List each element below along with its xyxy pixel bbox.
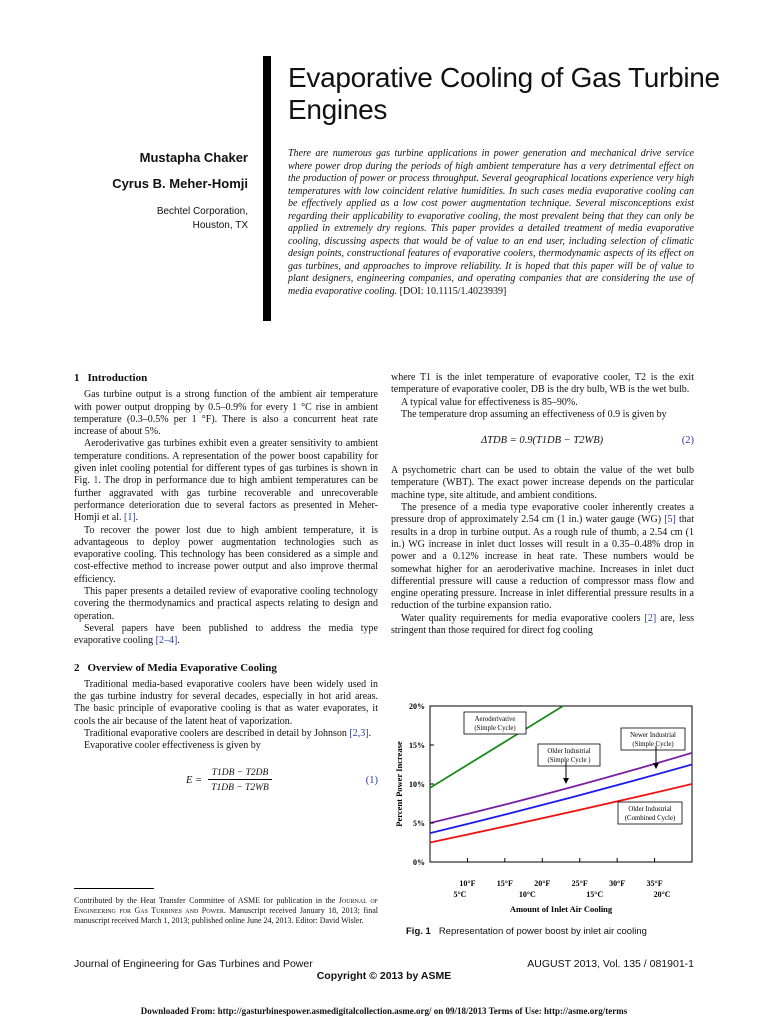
- y-tick-label: 15%: [409, 741, 425, 750]
- annotation-box: [618, 802, 682, 824]
- y-tick-label: 5%: [413, 819, 425, 828]
- section-heading: 2 Overview of Media Evaporative Cooling: [74, 661, 277, 674]
- x-tick-label-c: 20°C: [653, 890, 671, 899]
- figure-label: Fig. 1: [406, 926, 431, 937]
- paper-title: Evaporative Cooling of Gas Turbine Engines: [288, 62, 720, 125]
- annotation-box: [464, 712, 526, 734]
- equation-numerator: T1DB − T2DB: [208, 767, 272, 780]
- equation-1: E = T1DB − T2DB T1DB − T2WB (1): [186, 767, 378, 793]
- x-tick-label-f: 15°F: [496, 879, 513, 888]
- paragraph: A psychometric chart can be used to obtain the value of the wet bulb temperature (WBT). The exact power increase depends on the particular machine type, site altitude, and ambient conditions.: [391, 465, 694, 501]
- title-bar: [263, 56, 271, 321]
- citation-link[interactable]: [2–4]: [155, 635, 178, 647]
- author-name: Mustapha Chaker: [139, 150, 248, 165]
- annotation-line: Older Industrial: [628, 806, 672, 813]
- footer-journal: Journal of Engineering for Gas Turbines and Power: [74, 958, 313, 970]
- arrow-head: [563, 778, 569, 784]
- y-tick-label: 10%: [409, 780, 425, 789]
- affiliation: Bechtel Corporation,: [156, 206, 248, 217]
- paragraph: Aeroderivative gas turbines exhibit even a greater sensitivity to ambient temperature conditions. A representation of the power boost capability for given inlet cooling potential for different types of gas turbines is shown in Fig. 1. The drop in performance due to high ambient temperatures can be further aggravated with gas turbine recoverable and unrecoverable performance deterioration due to several factors as presented in Meher-Homji et al. [1].: [74, 438, 378, 524]
- left-column: [74, 372, 378, 805]
- annotation-box: [538, 744, 600, 784]
- equation-number[interactable]: (1): [365, 774, 378, 786]
- paragraph: Traditional media-based evaporative coolers have been widely used in the gas turbine industry for several decades, especially in hot arid areas. The basic principle of evaporative cooling is that as water evaporates, it cools the air because of the latent heat of vaporization.: [74, 678, 378, 727]
- x-tick-label-c: 10°C: [518, 890, 536, 899]
- paragraph: The temperature drop assuming an effectiveness of 0.9 is given by: [401, 408, 667, 420]
- y-tick-label: 20%: [409, 702, 425, 711]
- paragraph: To recover the power lost due to high ambient temperature, it is advantageous to deploy power augmentation technologies such as evaporative cooling. This technology has been considered as a simple and cost-effective method to increase power output and also improve thermal efficiency.: [74, 524, 378, 585]
- x-tick-label-f: 25°F: [571, 879, 588, 888]
- paragraph: where T1 is the inlet temperature of evaporative cooler, T2 is the exit temperature of evaporative cooler, DB is the dry bulb, WB is the wet bulb.: [391, 372, 694, 396]
- x-tick-label-c: 5°C: [453, 890, 467, 899]
- x-axis-label: Amount of Inlet Air Cooling: [509, 904, 613, 914]
- footnote-rule: [74, 888, 154, 889]
- arrow-head: [653, 763, 659, 769]
- annotation-line: (Simple Cycle): [474, 725, 516, 732]
- y-axis-label: Percent Power Increase: [394, 741, 404, 827]
- annotation-line: Older Industrial: [547, 748, 591, 755]
- citation-link[interactable]: [5]: [664, 514, 676, 526]
- paragraph: The presence of a media type evaporative cooler inherently creates a pressure drop of approximately 2.54 cm (1 in.) water gauge (WG) [5] that results in a drop in turbine output. As a rough rule of thumb, a 2.54 cm (1 in.) WG increase in inlet duct losses will result in a 0.35–0.48% drop in power and a 0.12% increase in heat rate. These numbers would be somewhat higher for an aeroderivative machine. Increases in inlet duct differential pressure will cause a reduction of compressor mass flow and engine operating pressure. Increase in inlet differential pressure results in a reduction of the turbine expansion ratio.: [391, 502, 695, 612]
- figure-link[interactable]: 1: [93, 475, 99, 487]
- footer-copyright: Copyright © 2013 by ASME: [316, 970, 452, 982]
- section-heading: 1 Introduction: [74, 372, 148, 384]
- paragraph: Gas turbine output is a strong function of the ambient air temperature with power output dropping by 0.5–0.9% for every 1 °C rise in ambient temperature (0.3–0.5% per 1 °F). There is also a concurrent heat rate increase of about 5%.: [74, 389, 378, 438]
- citation-link[interactable]: [2,3]: [349, 728, 369, 740]
- right-column: [391, 372, 694, 637]
- abstract: [288, 148, 694, 298]
- x-tick-label-f: 10°F: [459, 879, 476, 888]
- x-tick-label-f: 35°F: [646, 879, 663, 888]
- series-line: [430, 694, 595, 788]
- y-tick-label: 0%: [413, 858, 425, 867]
- footnote: Contributed by the Heat Transfer Committee of ASME for publication in the Journal of Engineering for Gas Turbines and Power. Manuscript received January 18, 2013; final manuscript received March 1, 2013; published online June 24, 2013. Editor: David Wisler.: [74, 896, 379, 925]
- x-tick-label-f: 30°F: [609, 879, 626, 888]
- abstract-text: There are numerous gas turbine applications in power generation and mechanical drive service where power drop during the periods of high ambient temperature has a very detrimental effect on the production of power or process throughput. Several geographical locations experience very high temperatures with low coincident relative humidities. In such cases media evaporative cooling can be effectively applied as a low cost power augmentation technique. Several misconceptions exist regarding their applicability to evaporative cooling, the most prevalent being that they can only be applied in extremely dry regions. This paper provides a detailed treatment of media evaporative cooling, discussing aspects that would be of value to an end user, including selection of climatic design points, constructional features of evaporative coolers, thermodynamic aspects of its effect on gas turbines, and approaches to improve reliability. It is hoped that this paper will be of value to plant designers, engineering companies, and operating companies that are considering the use of media evaporative cooling.: [288, 148, 694, 297]
- doi[interactable]: [DOI: 10.1115/1.4023939]: [399, 285, 507, 297]
- paragraph: This paper presents a detailed review of evaporative cooling technology covering the thermodynamics and practical aspects relating to design and operation.: [74, 586, 378, 622]
- annotation-box: [621, 728, 685, 769]
- paragraph: Traditional evaporative coolers are described in detail by Johnson [2,3].: [84, 728, 372, 740]
- figure-caption: [406, 926, 706, 937]
- affiliation: Houston, TX: [192, 220, 248, 231]
- annotation-line: (Simple Cycle ): [547, 757, 591, 764]
- paragraph: Several papers have been published to address the media type evaporative cooling [2–4].: [74, 622, 378, 647]
- annotation-line: Aeroderivative: [474, 716, 516, 723]
- citation-link[interactable]: [2]: [644, 612, 657, 624]
- paragraph: A typical value for effectiveness is 85–90%.: [401, 396, 578, 408]
- equation-2: ΔTDB = 0.9(T1DB − T2WB) (2): [481, 435, 694, 447]
- figure-1-chart: [392, 694, 702, 920]
- author-name: Cyrus B. Meher-Homji: [112, 176, 248, 191]
- figure-caption-text: Representation of power boost by inlet air cooling: [438, 926, 647, 937]
- annotation-line: (Combined Cycle): [624, 815, 676, 822]
- equation-denominator: T1DB − T2WB: [211, 782, 269, 793]
- paragraph: Water quality requirements for media evaporative coolers [2] are, less stringent than those required for direct fog cooling: [391, 612, 695, 637]
- paragraph: Evaporative cooler effectiveness is given by: [84, 740, 261, 752]
- annotation-line: Newer Industrial: [630, 732, 676, 739]
- citation-link[interactable]: [1]: [124, 512, 136, 524]
- x-tick-label-c: 15°C: [586, 890, 604, 899]
- download-notice[interactable]: Downloaded From: http://gasturbinespower.asmedigitalcollection.asme.org/ on 09/18/2013 Terms of Use: http://asme.org/terms: [140, 1006, 628, 1016]
- x-tick-label-f: 20°F: [534, 879, 551, 888]
- footer-issue: AUGUST 2013, Vol. 135 / 081901-1: [527, 958, 694, 970]
- annotation-line: (Simple Cycle): [632, 741, 674, 748]
- equation-number[interactable]: (2): [681, 435, 694, 447]
